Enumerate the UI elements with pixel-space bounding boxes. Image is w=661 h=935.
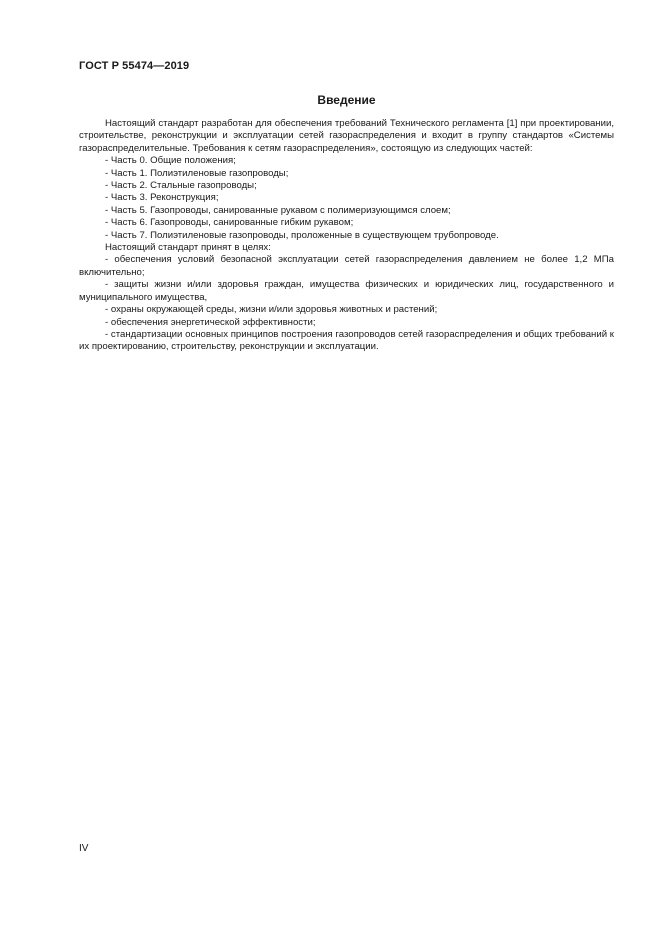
body-text — [79, 118, 614, 354]
list-item-part-0: - Часть 0. Общие положения; — [105, 155, 236, 167]
goal-item-standardization: - стандартизации основных принципов построения газопроводов сетей газораспределения и общих требований к их проектированию, строительству, реконструкции и эксплуатации. — [79, 328, 614, 353]
goal-item-safety: - обеспечения условий безопасной эксплуатации сетей газораспределения давлением не более 1,2 МПа включительно; — [79, 254, 614, 278]
goal-item-environment: - охраны окружающей среды, жизни и/или здоровья животных и растений; — [105, 304, 438, 316]
section-title: Введение — [317, 93, 376, 107]
page-number: IV — [79, 843, 89, 854]
paragraph-intro: Настоящий стандарт разработан для обеспечения требований Технического регламента [1] при проектировании, строительстве, реконструкции и эксплуатации сетей газораспределения и входит в группу стандартов «Системы газораспределительные. Требования к сетям газораспределения», состоящую из следующих частей: — [79, 118, 614, 154]
list-item-part-6: - Часть 6. Газопроводы, санированные гибким рукавом; — [105, 217, 354, 229]
goal-item-protection: - защиты жизни и/или здоровья граждан, имущества физических и юридических лиц, государственного и муниципального имущества, — [79, 279, 614, 303]
list-item-part-2: - Часть 2. Стальные газопроводы; — [105, 180, 257, 192]
paragraph-goals: Настоящий стандарт принят в целях: — [105, 242, 271, 254]
document-code: ГОСТ Р 55474—2019 — [79, 60, 190, 72]
list-item-part-1: - Часть 1. Полиэтиленовые газопроводы; — [105, 167, 289, 179]
list-item-part-3: - Часть 3. Реконструкция; — [105, 192, 219, 204]
goal-item-energy: - обеспечения энергетической эффективности; — [105, 316, 316, 328]
list-item-part-7: - Часть 7. Полиэтиленовые газопроводы, проложенные в существующем трубопроводе. — [105, 229, 499, 241]
list-item-part-5: - Часть 5. Газопроводы, санированные рукавом с полимеризующимся слоем; — [105, 204, 451, 216]
